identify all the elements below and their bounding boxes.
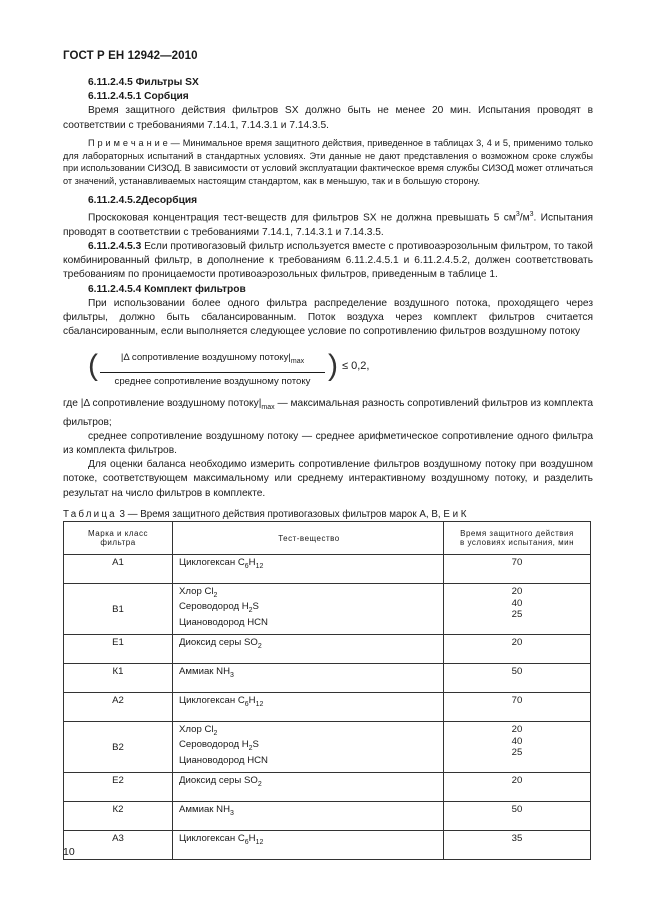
header-time: Время защитного действия в условиях испытания, мин — [444, 522, 591, 555]
cell-time — [444, 664, 591, 693]
cell-substance — [173, 635, 444, 664]
subsection-heading — [63, 283, 593, 297]
section-title: Фильтры SX — [135, 77, 199, 88]
subsection-number: 6.11.2.4.5.3 — [88, 241, 142, 252]
cell-mark: В1 — [64, 584, 173, 635]
substance-line: Циклогексан $C_6H_{12}$ — [179, 695, 264, 708]
cell-mark: К2 — [64, 802, 173, 831]
table-row — [64, 693, 591, 722]
paragraph: Проскоковая концентрация тест-веществ для фильтров SX не должна превышать 5 $см^3/м^3$. Испытания проводят в соответствии с требованиями 7.14.1, 7.14.3.1 и 7.14.3.5. — [63, 211, 593, 238]
subsection-heading — [63, 90, 593, 104]
explanation-line: где |Δ сопротивление воздушному $потоку|_{max}$ — максимальная разность сопротивлений фильтров из комплекта фильтров; — [63, 398, 594, 428]
fraction-numerator: |Δ сопротивление воздушному $потоку|_{max}$ — [100, 351, 325, 372]
formula-rhs: ≤ 0,2, — [342, 360, 370, 373]
time-value: 70 — [511, 695, 523, 706]
time-value: 35 — [511, 833, 523, 844]
cell-time — [444, 722, 591, 773]
cell-mark: К1 — [64, 664, 173, 693]
time-value: 50 — [511, 666, 523, 677]
paragraph: При использовании более одного фильтра распределение воздушного потока, проходящего через фильтры, должно быть сбалансированным. Поток воздуха через комплект фильтров считается сбалансированным, если выполняется следующее условие по сопротивлению фильтров воздушному потоку — [63, 297, 593, 338]
protection-time-table — [63, 521, 591, 860]
document-header: ГОСТ Р ЕН 12942—2010 — [63, 50, 198, 62]
cell-mark: Е2 — [64, 773, 173, 802]
substance-line: Аммиак $NH_3$ — [179, 804, 234, 817]
right-paren: ) — [328, 349, 338, 383]
paragraph: Время защитного действия фильтров SX должно быть не менее 20 мин. Испытания проводят в соответствии с требованиями 7.14.1, 7.14.3.1 и 7.14.3.5. — [63, 105, 593, 131]
substance-line: Циклогексан $C_6H_{12}$ — [179, 833, 264, 846]
table-caption-text: 3 — Время защитного действия противогазовых фильтров марок А, В, Е и К — [119, 509, 467, 520]
cell-time — [444, 635, 591, 664]
time-value: 40 — [511, 597, 523, 609]
substance-line: Сероводород $H_2S$ — [179, 739, 259, 753]
cell-substance — [173, 722, 444, 773]
substance-line: Хлор $Cl_2$ — [179, 586, 218, 599]
balance-formula — [88, 349, 593, 389]
table-row — [64, 664, 591, 693]
subsection-title: Комплект фильтров — [144, 283, 246, 295]
subsection-number: 6.11.2.4.5.2 — [88, 195, 142, 206]
paragraph: 6.11.2.4.5.3 Если противогазовый фильтр используется вместе с противоаэрозольным фильтром, то такой комбинированный фильтр, в дополнение к требованиям 6.11.2.4.5.1 и 6.11.2.4.5.2, должен соответствовать требованиям по проницаемости противоаэрозольных фильтров, приведенным в таблице 1. — [63, 241, 593, 281]
cell-time — [444, 555, 591, 584]
time-value: 20 — [511, 586, 523, 597]
table-row — [64, 555, 591, 584]
time-value: 25 — [511, 747, 523, 758]
cell-substance — [173, 831, 444, 860]
substance-line: Циановодород HCN — [179, 754, 268, 766]
table-row — [64, 584, 591, 635]
substance-line: Сероводород $H_2S$ — [179, 601, 259, 615]
cell-mark: В2 — [64, 722, 173, 773]
cell-mark: А2 — [64, 693, 173, 722]
note — [63, 137, 593, 188]
time-value: 70 — [511, 557, 523, 568]
substance-line: Аммиак $NH_3$ — [179, 666, 234, 679]
substance-line: Циановодород HCN — [179, 616, 268, 628]
cell-substance — [173, 664, 444, 693]
cell-mark: А3 — [64, 831, 173, 860]
section-heading — [63, 76, 593, 90]
substance-line: Диоксид серы $SO_2$ — [179, 775, 262, 788]
note-label: П р и м е ч а н и е — — [88, 137, 180, 148]
cell-mark: А1 — [64, 555, 173, 584]
subsection-title: Сорбция — [144, 91, 189, 103]
left-paren: ( — [88, 349, 98, 383]
subsection-heading — [63, 194, 593, 208]
cell-time — [444, 773, 591, 802]
cell-time — [444, 693, 591, 722]
section-number: 6.11.2.4.5 — [88, 77, 133, 88]
table-body — [64, 555, 591, 860]
fraction — [100, 351, 325, 388]
cell-mark: Е1 — [64, 635, 173, 664]
explanation-line: среднее сопротивление воздушному потоку — среднее арифметическое сопротивление одного фильтра из комплекта фильтров. — [63, 430, 593, 457]
cell-time — [444, 584, 591, 635]
substance-line: Циклогексан $C_6H_{12}$ — [179, 557, 264, 570]
time-value: 25 — [511, 609, 523, 620]
cell-time — [444, 802, 591, 831]
cell-substance — [173, 693, 444, 722]
table-caption-label: Таблица — [63, 509, 117, 520]
time-value: 20 — [511, 637, 523, 648]
cell-time — [444, 831, 591, 860]
table-row — [64, 773, 591, 802]
substance-line: Хлор $Cl_2$ — [179, 724, 218, 737]
time-value: 20 — [511, 724, 523, 735]
subsection-title: Десорбция — [141, 195, 198, 206]
table-row — [64, 831, 591, 860]
header-substance: Тест-вещество — [173, 522, 444, 555]
note-text: Минимальное время защитного действия, приведенное в таблицах 3, 4 и 5, применимо только для лабораторных испытаний в стандартных условиях. Эти данные не дают представления о возможном сроке службы при использовании СИЗОД. В зависимости от условий эксплуатации фактическое время службы СИЗОД может отличаться от значений, устанавливаемых настоящим стандартом, как в меньшую, так и в большую сторону. — [63, 137, 593, 187]
table-header-row — [64, 522, 591, 555]
document-body — [63, 76, 593, 501]
cell-substance — [173, 773, 444, 802]
header-mark: Марка и класс фильтра — [64, 522, 173, 555]
table-row — [64, 635, 591, 664]
fraction-denominator: среднее сопротивление воздушному потоку — [114, 375, 311, 387]
time-value: 40 — [511, 735, 523, 747]
subsection-number: 6.11.2.4.5.4 — [88, 283, 142, 295]
table-caption — [63, 509, 467, 520]
cell-substance — [173, 802, 444, 831]
explanation-line: Для оценки баланса необходимо измерить сопротивление фильтров воздушному потоку при воздушном потоке, соответствующем максимальному или среднему интерактивному воздушному потоку, и разделить результат на число фильтров в комплекте. — [63, 459, 593, 499]
time-value: 50 — [511, 804, 523, 815]
table-row — [64, 722, 591, 773]
time-value: 20 — [511, 775, 523, 786]
cell-substance — [173, 555, 444, 584]
page-number: 10 — [63, 846, 75, 858]
table-row — [64, 802, 591, 831]
subsection-number: 6.11.2.4.5.1 — [88, 91, 142, 103]
substance-line: Диоксид серы $SO_2$ — [179, 637, 262, 650]
cell-substance — [173, 584, 444, 635]
